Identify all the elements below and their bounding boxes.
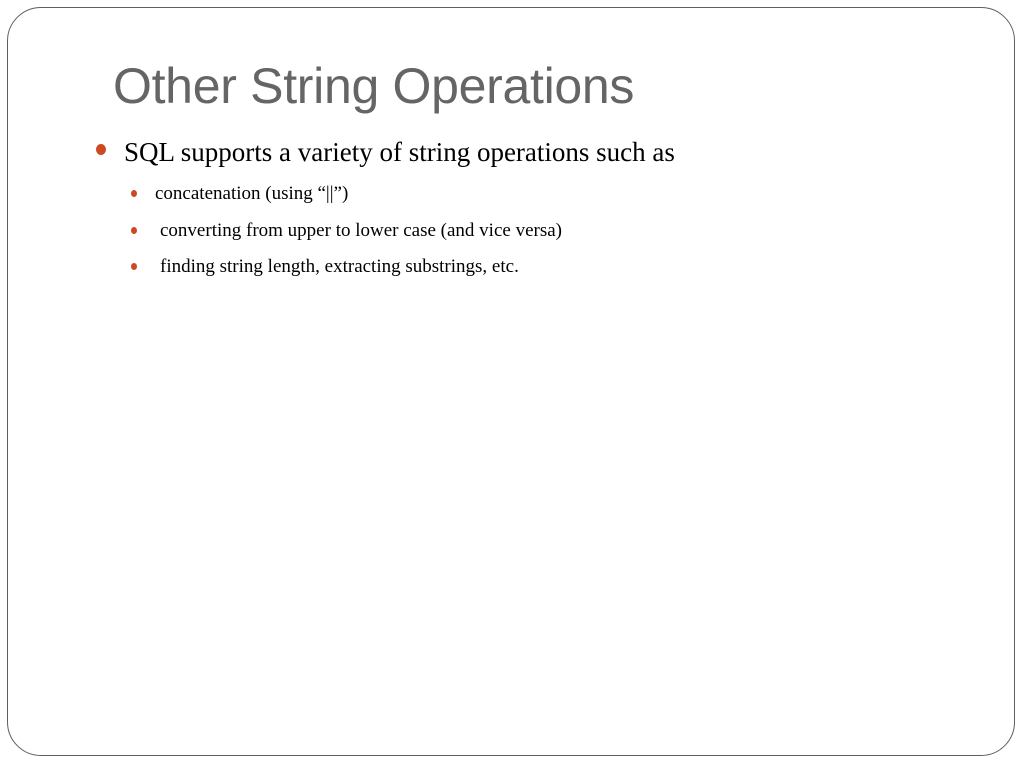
slide-title: Other String Operations bbox=[113, 58, 635, 114]
sub-bullet-case-conversion: converting from upper to lower case (and vice versa) bbox=[160, 220, 562, 241]
sub-bullet-concatenation: concatenation (using “||”) bbox=[155, 183, 349, 204]
bullet-sql-string-operations: SQL supports a variety of string operations such as bbox=[124, 137, 675, 167]
sub-bullet-dot-icon bbox=[131, 190, 137, 197]
bullet-dot-icon bbox=[96, 144, 106, 155]
sub-bullet-dot-icon bbox=[131, 227, 137, 234]
sub-bullet-string-length: finding string length, extracting substrings, etc. bbox=[160, 256, 519, 277]
sub-bullet-dot-icon bbox=[131, 263, 137, 270]
slide-frame bbox=[7, 7, 1015, 756]
